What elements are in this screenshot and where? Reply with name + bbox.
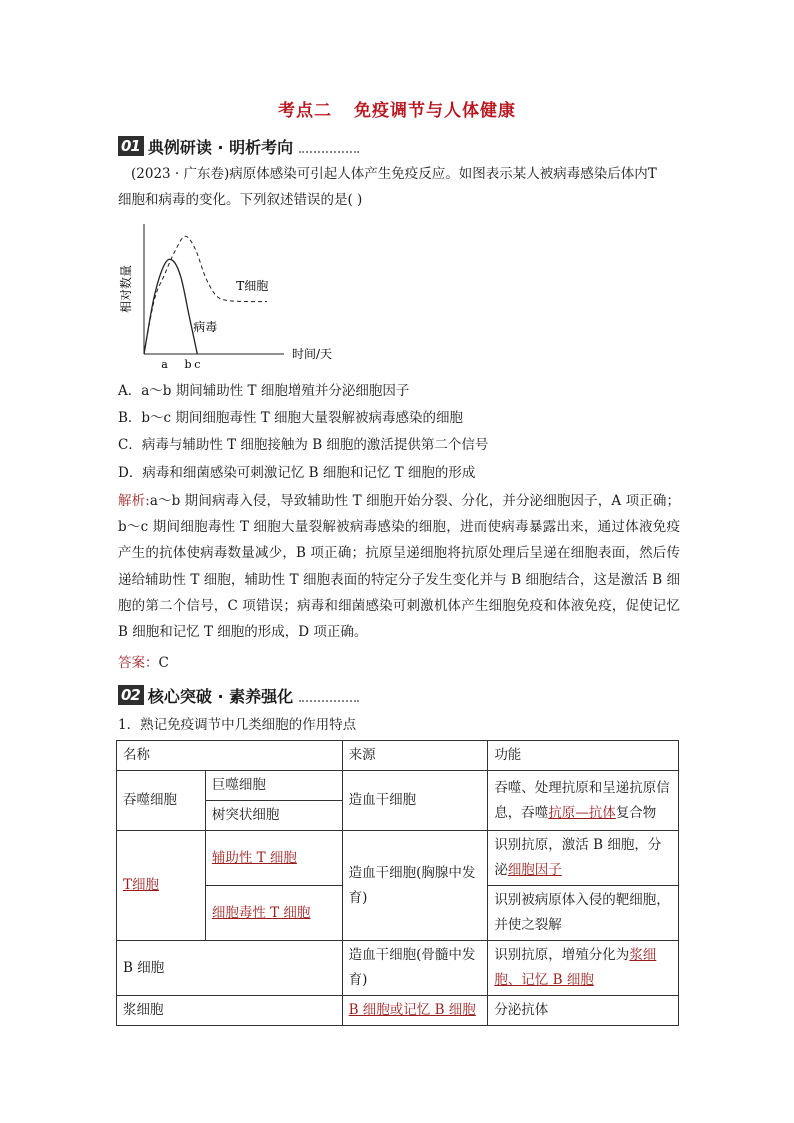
header-name: 名称 xyxy=(117,741,343,771)
analysis xyxy=(118,488,680,645)
dendritic-cell: 树突状细胞 xyxy=(205,801,342,831)
plasma-function: 分泌抗体 xyxy=(488,996,679,1026)
helper-func-b: 细胞因子 xyxy=(507,862,562,878)
table-row xyxy=(117,771,679,801)
table-header-row xyxy=(117,741,679,771)
helper-func-a: 识别抗原，激活 B 细胞，分泌 xyxy=(494,837,662,878)
page-title xyxy=(0,96,794,121)
table-row xyxy=(117,996,679,1026)
x-tick-label: c xyxy=(194,358,201,368)
y-axis-label: 相对数量 xyxy=(119,264,133,314)
series-label-virus: 病毒 xyxy=(193,319,218,334)
x-axis-label: 时间/天 xyxy=(291,347,333,361)
section2-dots xyxy=(299,688,359,702)
header-function: 功能 xyxy=(488,741,679,771)
x-tick-label: b xyxy=(184,358,192,368)
series-label-t-cell: T细胞 xyxy=(236,279,269,293)
series-line-virus xyxy=(144,259,197,354)
table-row xyxy=(117,941,679,996)
macrophage-cell: 巨噬细胞 xyxy=(205,771,342,801)
section1-title: 典例研读 · 明析考向 xyxy=(147,137,294,157)
t-cell: T细胞 xyxy=(117,831,206,941)
answer xyxy=(118,650,683,676)
section2-header xyxy=(118,683,359,707)
answer-value: C xyxy=(158,655,169,671)
helper-t-cell: 辅助性 T 细胞 xyxy=(205,831,342,886)
question-line2: 细胞和病毒的变化。下列叙述错误的是( ) xyxy=(118,192,363,208)
helper-t-function xyxy=(488,831,679,886)
option-c: C．病毒与辅助性 T 细胞接触为 B 细胞的激活提供第二个信号 xyxy=(118,437,489,453)
plasma-cell: 浆细胞 xyxy=(117,996,343,1026)
x-tick-label: a xyxy=(161,358,168,368)
series-line-t-cell xyxy=(144,236,267,354)
b-cell-source: 造血干细胞(骨髓中发育) xyxy=(342,941,488,996)
phagocyte-cell: 吞噬细胞 xyxy=(117,771,206,831)
phagocyte-func-a: 吞噬、处理抗原和呈递抗原信息，吞噬 xyxy=(494,779,670,821)
section2-title: 核心突破 · 素养强化 xyxy=(147,686,294,706)
option-a: A．a～b 期间辅助性 T 细胞增殖并分泌细胞因子 xyxy=(118,383,410,399)
answer-label: 答案： xyxy=(118,655,159,671)
section2-number: 02 xyxy=(118,685,144,705)
analysis-text: a～b 期间病毒入侵，导致辅助性 T 细胞开始分裂、分化，并分泌细胞因子，A 项正确；b～c 期间细胞毒性 T 细胞大量裂解被病毒感染的细胞，进而使病毒暴露出来，通过体液免疫产生的抗体使病毒数量减少，B 项正确；抗原呈递细胞将抗原处理后呈递在细胞表面，然后传递给辅助性 T 细胞，辅助性 T 细胞表面的特定分子发生变化并与 B 细胞结合，这是激活 B 细胞的第二个信号，C 项错误；病毒和细菌感染可刺激机体产生细胞免疫和体液免疫，促使记忆 B 细胞和记忆 T 细胞的形成，D 项正确。 xyxy=(118,493,680,641)
phagocyte-function xyxy=(488,771,679,831)
phagocyte-func-b: 抗原—抗体 xyxy=(548,804,616,821)
title-part2: 免疫调节与人体健康 xyxy=(354,101,516,121)
phagocyte-source: 造血干细胞 xyxy=(342,771,488,831)
section1-header xyxy=(118,134,359,158)
section1-dots xyxy=(299,139,359,153)
b-func-a: 识别抗原，增殖分化为 xyxy=(494,947,630,963)
cell-table xyxy=(116,740,679,1026)
point1: 1．熟记免疫调节中几类细胞的作用特点 xyxy=(118,717,357,733)
header-source: 来源 xyxy=(342,741,488,771)
question-line1: (2023 · 广东卷)病原体感染可引起人体产生免疫反应。如图表示某人被病毒感染后体内T xyxy=(131,166,657,182)
option-b: B．b～c 期间细胞毒性 T 细胞大量裂解被病毒感染的细胞 xyxy=(118,410,464,426)
phagocyte-func-c: 复合物 xyxy=(615,804,657,821)
section1-number: 01 xyxy=(118,136,144,156)
cytotoxic-t-cell: 细胞毒性 T 细胞 xyxy=(205,886,342,941)
b-cell-function xyxy=(488,941,679,996)
b-cell: B 细胞 xyxy=(117,941,343,996)
analysis-label: 解析: xyxy=(118,493,150,509)
title-part1: 考点二 xyxy=(278,101,332,121)
option-d: D．病毒和细菌感染可刺激记忆 B 细胞和记忆 T 细胞的形成 xyxy=(118,465,476,481)
b-func-b: 浆细胞、记忆 B 细胞 xyxy=(494,947,657,988)
t-cell-source: 造血干细胞(胸腺中发育) xyxy=(342,831,488,941)
table-row xyxy=(117,831,679,886)
plasma-source: B 细胞或记忆 B 细胞 xyxy=(342,996,488,1026)
cytotoxic-t-function: 识别被病原体入侵的靶细胞，并使之裂解 xyxy=(488,886,679,941)
chart xyxy=(118,218,348,368)
